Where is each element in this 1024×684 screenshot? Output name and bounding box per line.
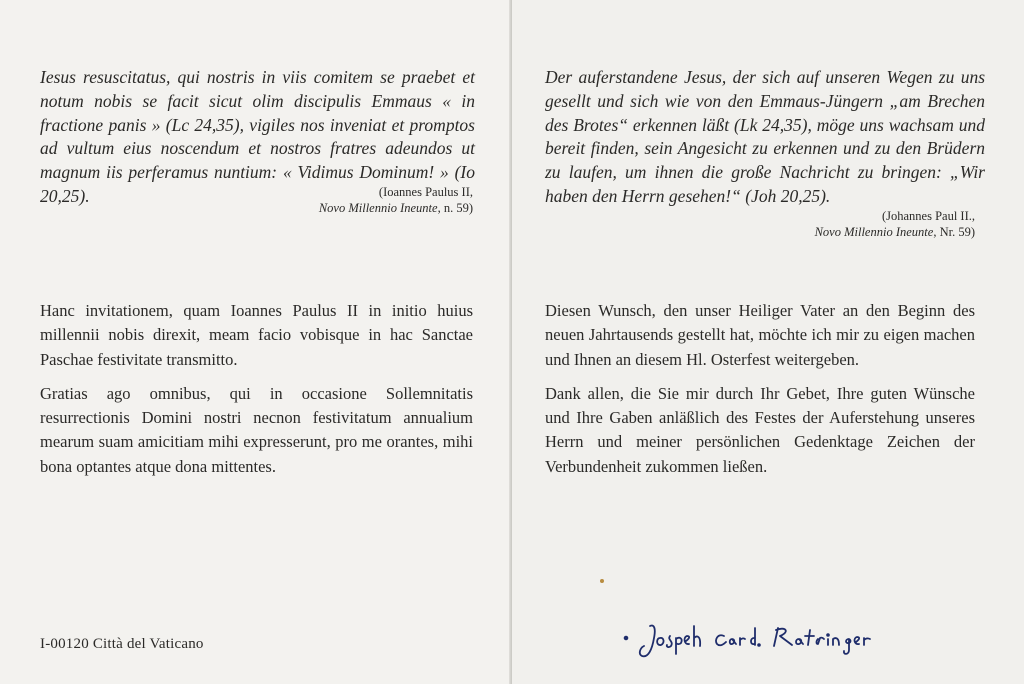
german-quote: Der auferstandene Jesus, der sich auf unseren Wegen zu uns gesellt und sich wie von den Emmaus-Jüngern „am Brechen des Brotes“ erkennen läßt (Lk 24,35), möge uns wachsam und bereit finden, sein Angesicht zu erkennen und zu den Brüdern zu laufen, um ihnen die große Nachricht zu bringen: „Wir haben den Herrn gesehen!“ (Joh 20,25). (545, 67, 985, 206)
handwritten-signature (620, 608, 910, 668)
ink-speck (600, 579, 604, 583)
latin-attribution-name: (Ioannes Paulus II, (378, 185, 473, 199)
german-body (545, 299, 975, 489)
latin-paragraph-1: Hanc invitationem, quam Ioannes Paulus II in initio huius millennii nobis direxit, meam facio vobisque in hac Sanctae Paschae festivitate transmitto. (40, 301, 473, 369)
latin-attribution-work: Novo Millennio Ineunte (318, 201, 438, 215)
german-paragraph-1: Diesen Wunsch, den unser Heiliger Vater an den Beginn des neuen Jahrtausends gestellt hat, möchte ich mir zu eigen machen und Ihnen an diesem Hl. Osterfest weitergeben. (545, 301, 975, 369)
german-attribution-number: , Nr. 59) (933, 225, 975, 239)
latin-body (40, 299, 473, 489)
latin-quote: Iesus resuscitatus, qui nostris in viis comitem se praebet et notum nobis se facit sicut olim discipulis Emmaus « in fractione panis » (Lc 24,35), vigiles nos inveniat et promptos ad vultum eius noscendum et nostros fratres adeundos ut magnum iis perferamus nuntium: « Vidimus Dominum! » (Io 20,25). (40, 67, 475, 206)
right-page (512, 0, 1024, 684)
german-attribution (545, 208, 975, 240)
german-attribution-work: Novo Millennio Ineunte (814, 225, 934, 239)
postal-address: I-00120 Città del Vaticano (40, 636, 204, 652)
german-attribution-name: (Johannes Paul II., (881, 209, 975, 223)
latin-attribution-number: , n. 59) (437, 201, 473, 215)
german-paragraph-2: Dank allen, die Sie mir durch Ihr Gebet, Ihre guten Wünsche und Ihre Gaben anläßlich des Festes der Auferstehung unseres Herrn und meiner persönlichen Gedenktage Zeichen der Verbundenheit zukommen ließen. (545, 383, 975, 476)
latin-paragraph-2: Gratias ago omnibus, qui in occasione Sollemnitatis resurrectionis Domini nostri necnon festivitatum annualium mearum suam amicitiam mihi expresserunt, pro me orantes, mihi bona optantes atque dona mittentes. (40, 383, 473, 476)
latin-attribution (40, 184, 473, 216)
